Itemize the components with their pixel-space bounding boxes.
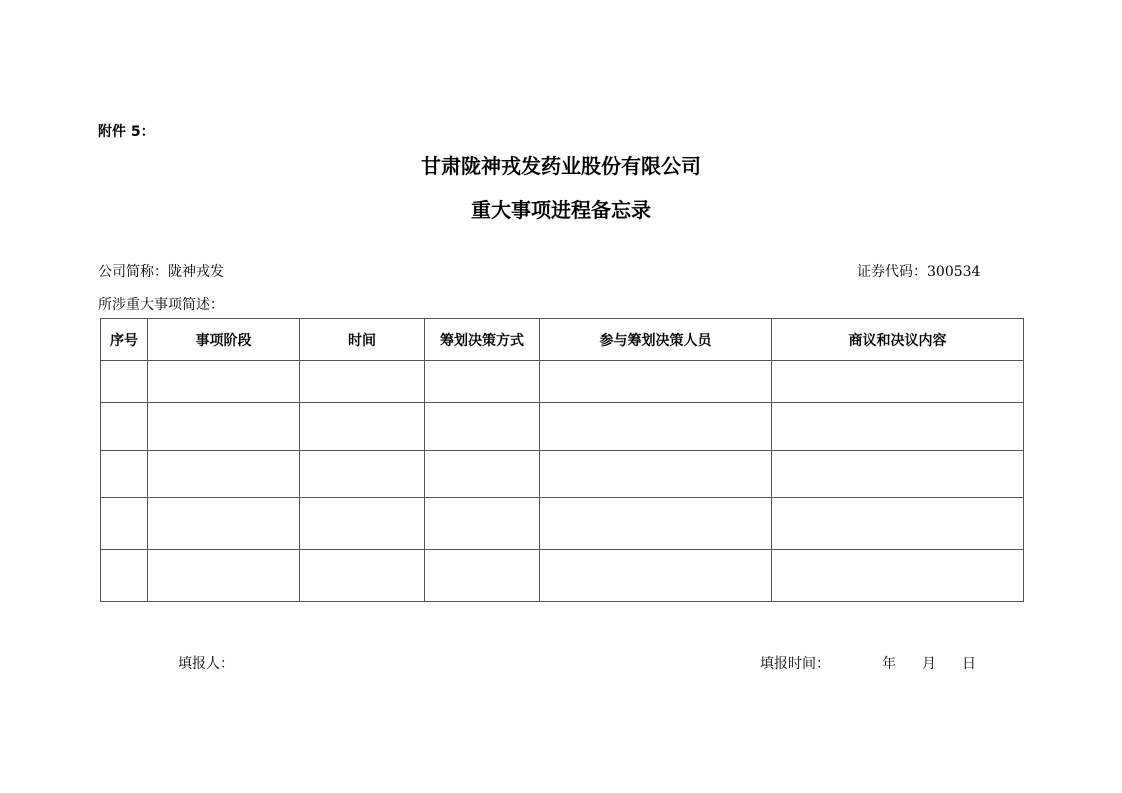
table-cell — [300, 361, 425, 403]
table-cell — [101, 403, 148, 451]
company-short-name: 公司简称：陇神戎发 — [98, 264, 224, 280]
header-decision-method: 筹划决策方式 — [425, 319, 540, 361]
month-label: 月 — [922, 656, 936, 672]
table-cell — [148, 550, 300, 602]
table-cell — [148, 403, 300, 451]
table-cell — [425, 403, 540, 451]
header-seq: 序号 — [101, 319, 148, 361]
table-cell — [101, 361, 148, 403]
table-header-row — [101, 319, 1024, 361]
day-label: 日 — [962, 656, 976, 672]
table-row — [101, 361, 1024, 403]
table-row — [101, 550, 1024, 602]
table-cell — [300, 550, 425, 602]
table-cell — [540, 498, 772, 550]
table-cell — [540, 550, 772, 602]
fill-time-label: 填报时间： — [760, 656, 830, 672]
table-cell — [148, 451, 300, 498]
table-row — [101, 403, 1024, 451]
year-label: 年 — [882, 656, 896, 672]
table-cell — [148, 361, 300, 403]
table-cell — [425, 550, 540, 602]
table-cell — [772, 403, 1024, 451]
table-cell — [300, 498, 425, 550]
header-time: 时间 — [300, 319, 425, 361]
table-cell — [101, 550, 148, 602]
table-cell — [540, 361, 772, 403]
memo-table — [100, 318, 1024, 602]
table-cell — [772, 451, 1024, 498]
header-resolution-content: 商议和决议内容 — [772, 319, 1024, 361]
matter-description-label: 所涉重大事项简述： — [98, 297, 224, 313]
table-cell — [772, 550, 1024, 602]
table-cell — [148, 498, 300, 550]
table-cell — [425, 498, 540, 550]
table-row — [101, 451, 1024, 498]
table-row — [101, 498, 1024, 550]
table-cell — [425, 451, 540, 498]
table-cell — [101, 498, 148, 550]
table-cell — [540, 403, 772, 451]
header-stage: 事项阶段 — [148, 319, 300, 361]
table-cell — [300, 451, 425, 498]
table-cell — [101, 451, 148, 498]
table-cell — [425, 361, 540, 403]
document-title: 重大事项进程备忘录 — [471, 198, 651, 222]
stock-code: 证券代码：300534 — [857, 264, 981, 280]
company-name: 甘肃陇神戎发药业股份有限公司 — [421, 154, 701, 178]
filler-label: 填报人： — [178, 656, 234, 672]
attachment-label: 附件 5： — [98, 124, 155, 140]
table-cell — [772, 498, 1024, 550]
table-cell — [300, 403, 425, 451]
table-cell — [540, 451, 772, 498]
table-cell — [772, 361, 1024, 403]
header-participants: 参与筹划决策人员 — [540, 319, 772, 361]
